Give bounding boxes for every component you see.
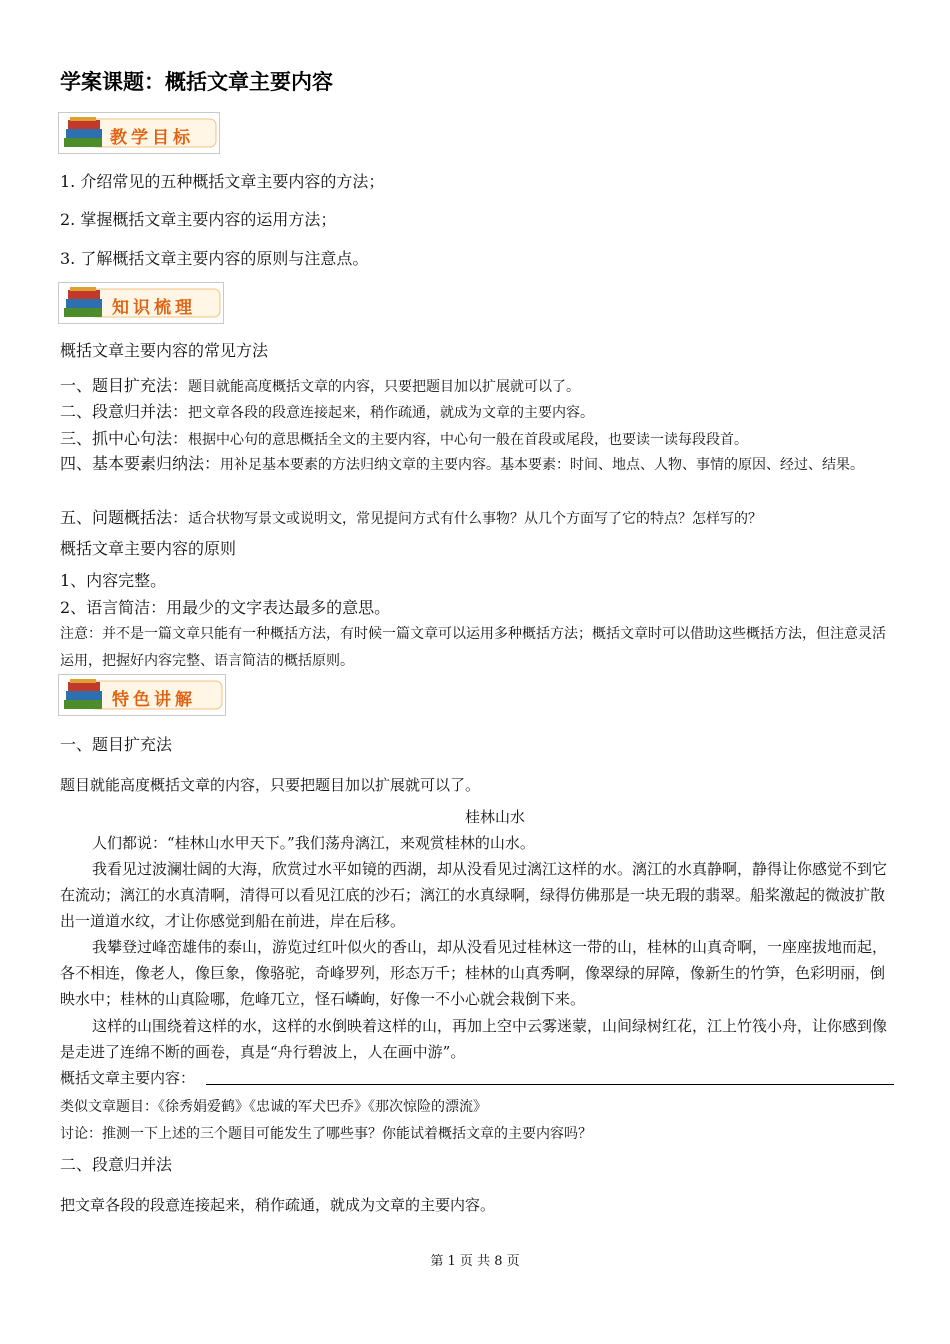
goal-item: 3. 了解概括文章主要内容的原则与注意点。 [60,249,369,268]
principle-item: 2、语言简洁：用最少的文字表达最多的意思。 [60,598,391,617]
principle-item: 1、内容完整。 [60,571,167,590]
section1-heading: 一、题目扩充法 [60,735,173,754]
method-item [60,426,748,449]
essay-paragraph: 我攀登过峰峦雄伟的泰山，游览过红叶似火的香山，却从没看见过桂林这一带的山，桂林的山真奇啊，一座座拔地而起，各不相连，像老人，像巨象，像骆驼，奇峰罗列，形态万千；桂林的山真秀啊，像翠绿的屏障，像新生的竹笋，色彩明丽，倒映水中；桂林的山真险哪，危峰兀立，怪石嶙峋，好像一不小心就会栽倒下来。 [60,938,888,1008]
methods-heading: 概括文章主要内容的常见方法 [60,341,269,360]
banner-knowledge-review [58,282,220,324]
principles-heading: 概括文章主要内容的原则 [60,539,237,558]
note-paragraph: 注意：并不是一篇文章只能有一种概括方法，有时候一篇文章可以运用多种概括方法；概括文章时可以借助这些概括方法，但注意灵活运用，把握好内容完整、语言简洁的概括原则。 [60,626,886,669]
method-label: 四、基本要素归纳法： [60,454,221,473]
banner-label: 教学目标 [110,128,194,148]
page-footer: 第 1 页 共 8 页 [430,1254,520,1269]
method-item [60,399,594,422]
essay-paragraph: 我看见过波澜壮阔的大海，欣赏过水平如镜的西湖，却从没看见过漓江这样的水。漓江的水真静啊，静得让你感觉不到它在流动；漓江的水真清啊，清得可以看见江底的沙石；漓江的水真绿啊，绿得仿佛那是一块无瑕的翡翠。船桨激起的微波扩散出一道道水纹，才让你感觉到船在前进，岸在后移。 [60,860,888,930]
method-item [60,373,580,396]
method-label: 五、问题概括法： [60,508,189,527]
method-text: 把文章各段的段意连接起来，稍作疏通，就成为文章的主要内容。 [188,405,595,421]
method-text: 根据中心句的意思概括全文的主要内容，中心句一般在首段或尾段，也要读一读每段段首。 [188,432,749,448]
method-label: 一、题目扩充法： [60,376,189,395]
similar-titles: 类似文章题目：《徐秀娟爱鹤》《忠诚的军犬巴乔》《那次惊险的漂流》 [60,1099,487,1115]
method-label: 二、段意归并法： [60,402,189,421]
banner-featured-explanation [58,674,220,716]
method-text: 题目就能高度概括文章的内容，只要把题目加以扩展就可以了。 [188,379,581,395]
essay-title: 桂林山水 [464,808,525,826]
section1-desc: 题目就能高度概括文章的内容，只要把题目加以扩展就可以了。 [60,776,481,794]
banner-label: 特色讲解 [112,690,196,710]
method-text: 适合状物写景文或说明文，常见提问方式有什么事物？从几个方面写了它的特点？怎样写的？ [188,511,763,527]
method-item [60,505,762,528]
discussion: 讨论：推测一下上述的三个题目可能发生了哪些事？你能试着概括文章的主要内容吗？ [60,1126,592,1142]
method-label: 三、抓中心句法： [60,429,189,448]
banner-label: 知识梳理 [112,298,196,318]
method-text: 用补足基本要素的方法归纳文章的主要内容。基本要素：时间、地点、人物、事情的原因、经过、结果。 [220,457,865,473]
summary-answer-line[interactable] [206,1084,894,1085]
banner-teaching-goals [58,112,220,154]
page-title: 学案课题：概括文章主要内容 [60,70,333,94]
section2-desc: 把文章各段的段意连接起来，稍作疏通，就成为文章的主要内容。 [60,1196,496,1214]
summary-label: 概括文章主要内容： [60,1069,196,1087]
goal-item: 2. 掌握概括文章主要内容的运用方法； [60,210,337,229]
essay-paragraph: 这样的山围绕着这样的水，这样的水倒映着这样的山，再加上空中云雾迷蒙，山间绿树红花，江上竹筏小舟，让你感到像是走进了连绵不断的画卷，真是“舟行碧波上，人在画中游”。 [60,1017,888,1061]
essay-paragraph: 人们都说：“桂林山水甲天下。”我们荡舟漓江，来观赏桂林的山水。 [92,834,535,852]
section2-heading: 二、段意归并法 [60,1155,173,1174]
goal-item: 1. 介绍常见的五种概括文章主要内容的方法； [60,172,385,191]
method-item [60,451,894,478]
